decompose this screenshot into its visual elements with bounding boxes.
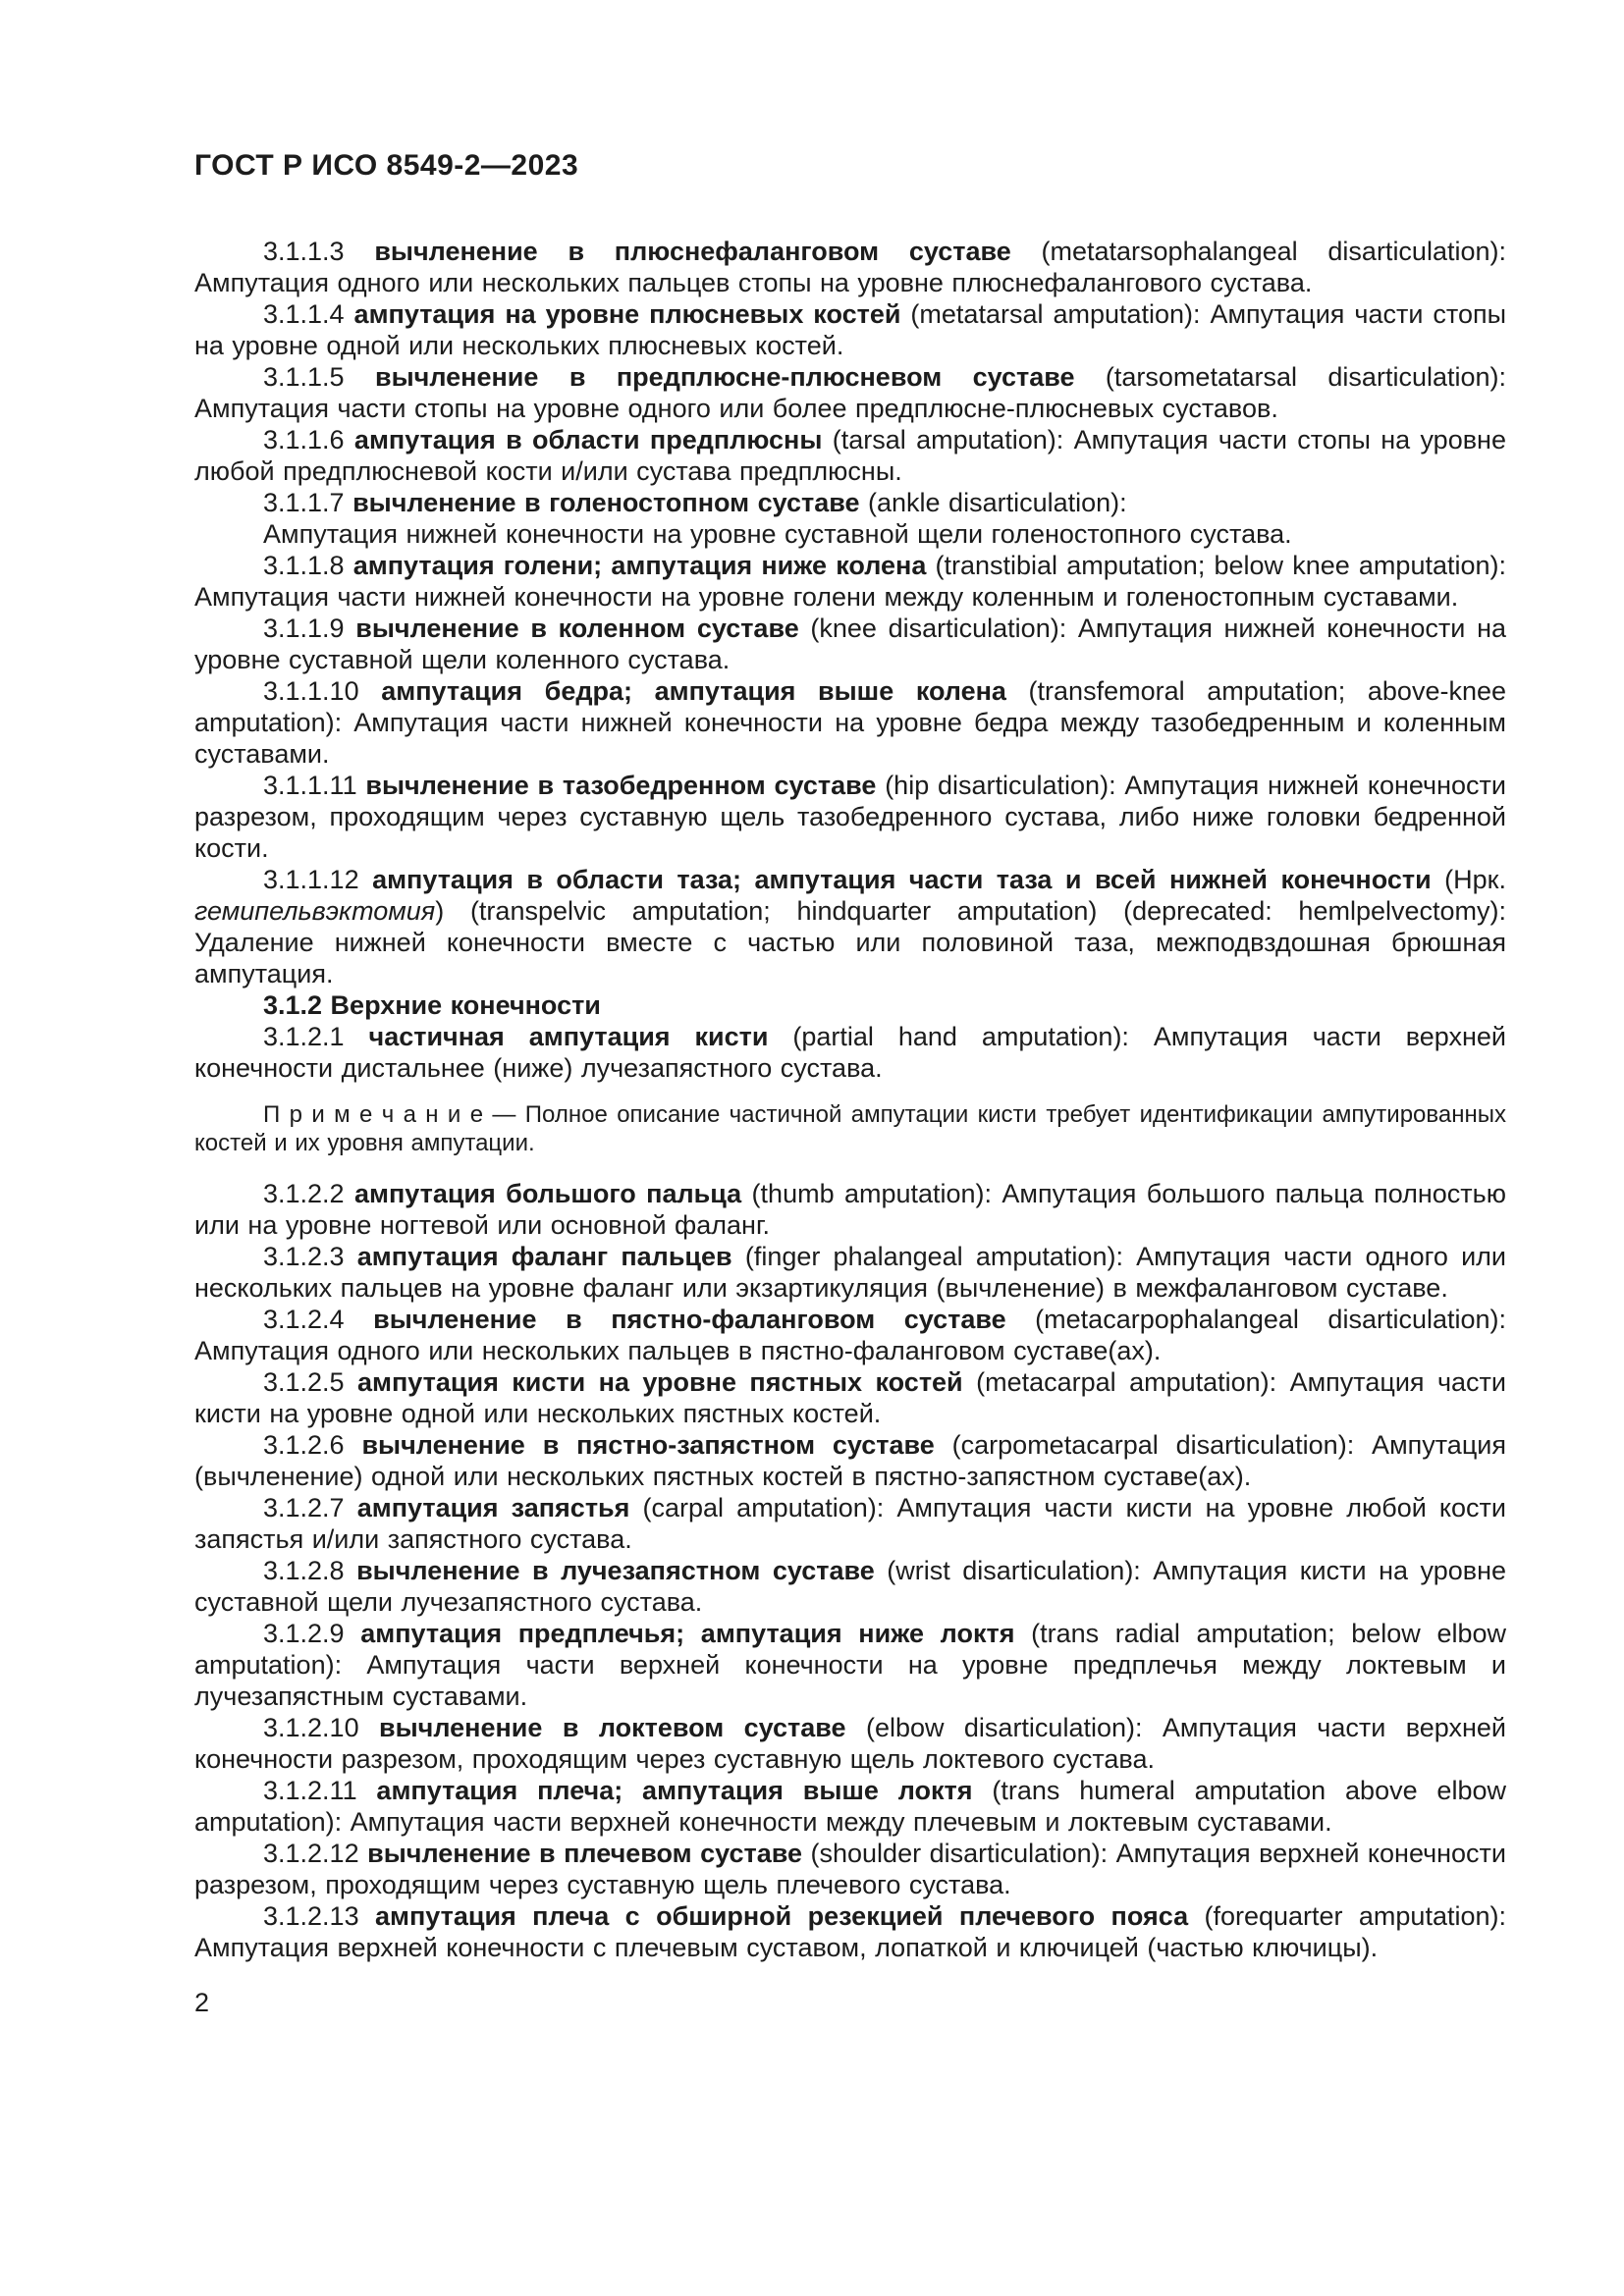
body-text: П р и м е ч а н и е — Полное описание частичной ампутации кисти требует идентификации ампутированных костей и их уровня ампутации. (194, 1101, 1506, 1156)
definition-paragraph (194, 1429, 1506, 1492)
term-text: ампутация голени; ампутация ниже колена (352, 551, 927, 580)
term-text: вычленение в лучезапястном суставе (356, 1556, 875, 1585)
body-text: 3.1.1.5 (263, 362, 376, 392)
body-text: (hip disarticulation): Ампутация нижней конечности разрезом, проходящим через суставную щель тазобедренного сустава, либо ниже головки бедренной кости. (194, 771, 1506, 863)
body-text: (trans radial amputation; below elbow amputation): Ампутация части верхней конечности на уровне предплечья между локтевым и лучезапястным суставами. (194, 1619, 1506, 1711)
definition-paragraph (194, 613, 1506, 675)
body-text: 3.1.2.12 (263, 1839, 368, 1868)
body-text: (thumb amputation): Ампутация большого пальца полностью или на уровне ногтевой или основной фаланг. (194, 1179, 1506, 1240)
body-text: 3.1.1.3 (263, 237, 375, 266)
term-text: ампутация предплечья; ампутация ниже локтя (360, 1619, 1015, 1648)
body-text: (metacarpal amputation): Ампутация части кисти на уровне одной или нескольких пястных костей. (194, 1367, 1506, 1428)
term-text: вычленение в голеностопном суставе (352, 488, 860, 517)
body-text: (carpal amputation): Ампутация части кисти на уровне любой кости запястья и/или запястного сустава. (194, 1493, 1507, 1554)
body-text: (tarsal amputation): Ампутация части стопы на уровне любой предплюсневой кости и/или сустава предплюсны. (194, 425, 1506, 486)
term-text: ампутация плеча с обширной резекцией плечевого пояса (374, 1901, 1189, 1931)
definition-paragraph (194, 487, 1506, 518)
body-text: (transtibial amputation; below knee amputation): Ампутация части нижней конечности на уровне голени между коленным и голеностопным суставами. (194, 551, 1506, 612)
body-text: (metatarsophalangeal disarticulation): Ампутация одного или нескольких пальцев стопы на уровне плюснефалангового сустава. (194, 237, 1506, 297)
definition-paragraph (194, 1900, 1506, 1963)
body-text: (carpometacarpal disarticulation): Ампутация (вычленение) одной или нескольких пястных костей в пястно-запястном суставе(ах). (194, 1430, 1506, 1491)
body-text: 3.1.2.4 (263, 1305, 374, 1334)
body-text: 3.1.1.9 (263, 614, 356, 643)
term-text: ампутация в области таза; ампутация части таза и всей нижней конечности (372, 865, 1432, 894)
definition-paragraph (194, 1712, 1506, 1775)
italic-term: гемипельвэктомия (194, 896, 436, 926)
body-text: Ампутация нижней конечности на уровне суставной щели голеностопного сустава. (263, 519, 1292, 549)
body-text: (partial hand amputation): Ампутация части верхней конечности дистальнее (ниже) лучезапястного сустава. (194, 1022, 1506, 1083)
document-header: ГОСТ Р ИСО 8549-2—2023 (194, 149, 579, 182)
term-text: ампутация кисти на уровне пястных костей (357, 1367, 963, 1397)
term-text: вычленение в тазобедренном суставе (365, 771, 877, 800)
body-text: 3.1.1.12 (263, 865, 373, 894)
definition-paragraph (194, 550, 1506, 613)
body-text: 3.1.2.10 (263, 1713, 380, 1742)
term-text: частичная ампутация кисти (368, 1022, 769, 1051)
definition-paragraph (194, 1304, 1506, 1366)
term-text: вычленение в пястно-запястном суставе (361, 1430, 935, 1460)
term-text: вычленение в предплюсне-плюсневом суставе (375, 362, 1075, 392)
term-text: ампутация фаланг пальцев (356, 1242, 732, 1271)
term-text: ампутация на уровне плюсневых костей (353, 299, 901, 329)
body-text: (ankle disarticulation): (859, 488, 1127, 517)
term-text: вычленение в плечевом суставе (367, 1839, 802, 1868)
body-text: 3.1.2.7 (263, 1493, 357, 1522)
body-text: 3.1.1.7 (263, 488, 353, 517)
body-text: ) (transpelvic amputation; hindquarter amputation) (deprecated: hemlpelvectomy): Удаление нижней конечности вместе с частью или половиной таза, межподвздошная брюшная ампутация. (194, 896, 1506, 988)
definition-paragraph (194, 298, 1506, 361)
definition-paragraph (194, 864, 1506, 989)
definition-paragraph (194, 1178, 1506, 1241)
term-text: вычленение в плюснефаланговом суставе (374, 237, 1011, 266)
definition-paragraph (194, 518, 1506, 550)
body-text: 3.1.2.11 (263, 1776, 377, 1805)
body-text: 3.1.1.10 (263, 676, 382, 706)
body-text: 3.1.2.9 (263, 1619, 361, 1648)
body-text: (elbow disarticulation): Ампутация части верхней конечности разрезом, проходящим через суставную щель локтевого сустава. (194, 1713, 1506, 1774)
term-text: 3.1.2 Верхние конечности (263, 990, 601, 1020)
definition-paragraph (194, 361, 1506, 424)
definition-paragraph (194, 1618, 1506, 1712)
definition-paragraph (194, 1021, 1506, 1084)
term-text: ампутация плеча; ампутация выше локтя (376, 1776, 973, 1805)
body-text: 3.1.2.6 (263, 1430, 362, 1460)
definition-paragraph (194, 675, 1506, 770)
body-text: (wrist disarticulation): Ампутация кисти на уровне суставной щели лучезапястного сустава. (194, 1556, 1507, 1617)
body-text: 3.1.2.5 (263, 1367, 357, 1397)
body-text: 3.1.1.6 (263, 425, 354, 454)
body-text: (Нрк. (1431, 865, 1506, 894)
page-number: 2 (194, 1988, 210, 2017)
term-text: ампутация запястья (356, 1493, 630, 1522)
body-text: 3.1.2.13 (263, 1901, 375, 1931)
body-text: (finger phalangeal amputation): Ампутация части одного или нескольких пальцев на уровне фаланг или экзартикуляция (вычленение) в межфаланговом суставе. (194, 1242, 1506, 1303)
body-text: 3.1.1.4 (263, 299, 354, 329)
body-text: (tarsometatarsal disarticulation): Ампутация части стопы на уровне одного или более предплюсне-плюсневых суставов. (194, 362, 1506, 423)
body-text: (transfemoral amputation; above-knee amputation): Ампутация части нижней конечности на уровне бедра между тазобедренным и коленным суставами. (194, 676, 1507, 769)
note-paragraph (194, 1100, 1506, 1157)
definition-paragraph (194, 424, 1506, 487)
term-text: вычленение в пястно-фаланговом суставе (373, 1305, 1006, 1334)
definition-paragraph (194, 1775, 1506, 1838)
body-text: 3.1.1.11 (263, 771, 366, 800)
body-text: 3.1.1.8 (263, 551, 353, 580)
document-body (194, 236, 1506, 1963)
term-text: ампутация бедра; ампутация выше колена (381, 676, 1006, 706)
body-text: 3.1.2.2 (263, 1179, 354, 1208)
body-text: (metacarpophalangeal disarticulation): Ампутация одного или нескольких пальцев в пястно-фаланговом суставе(ах). (194, 1305, 1507, 1365)
body-text: (metatarsal amputation): Ампутация части стопы на уровне одной или нескольких плюсневых костей. (194, 299, 1506, 360)
body-text: 3.1.2.8 (263, 1556, 357, 1585)
definition-paragraph (194, 236, 1506, 298)
body-text: 3.1.2.1 (263, 1022, 369, 1051)
definition-paragraph (194, 1366, 1506, 1429)
body-text: (forequarter amputation): Ампутация верхней конечности с плечевым суставом, лопаткой и ключицей (частью ключицы). (194, 1901, 1506, 1962)
definition-paragraph (194, 770, 1506, 864)
body-text: (shoulder disarticulation): Ампутация верхней конечности разрезом, проходящим через суставную щель плечевого сустава. (194, 1839, 1507, 1899)
body-text: 3.1.2.3 (263, 1242, 357, 1271)
definition-paragraph (194, 1492, 1506, 1555)
term-text: ампутация большого пальца (353, 1179, 742, 1208)
definition-paragraph (194, 1241, 1506, 1304)
body-text: (knee disarticulation): Ампутация нижней конечности на уровне суставной щели коленного сустава. (194, 614, 1506, 674)
term-text: вычленение в коленном суставе (355, 614, 799, 643)
body-text: (trans humeral amputation above elbow amputation): Ампутация части верхней конечности между плечевым и локтевым суставами. (194, 1776, 1506, 1837)
definition-paragraph (194, 1838, 1506, 1900)
definition-paragraph (194, 1555, 1506, 1618)
term-text: вычленение в локтевом суставе (379, 1713, 846, 1742)
section-heading (194, 989, 1506, 1021)
term-text: ампутация в области предплюсны (353, 425, 823, 454)
